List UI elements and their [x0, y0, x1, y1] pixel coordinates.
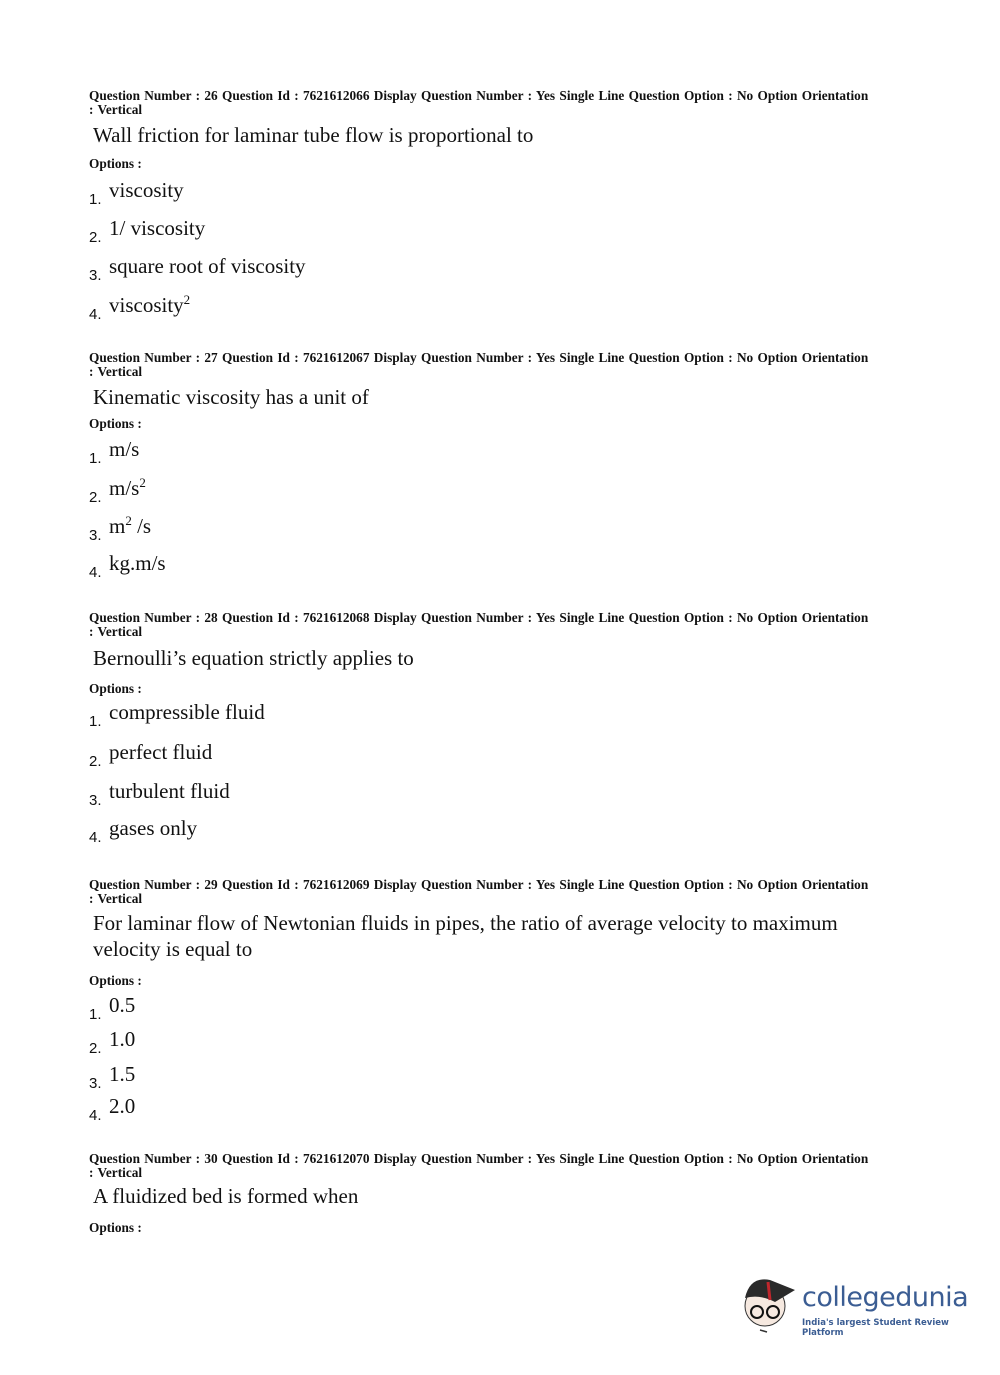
option-number: 1. — [89, 713, 102, 730]
option-number: 4. — [89, 829, 102, 846]
option-item — [89, 178, 184, 208]
options-label: Options : — [89, 156, 142, 171]
option-text: 1.0 — [109, 1027, 136, 1051]
option-text: m/s — [109, 437, 140, 461]
question-text: A fluidized bed is formed when — [93, 1184, 359, 1208]
option-number: 3. — [89, 1075, 102, 1092]
option-text: 1.5 — [109, 1062, 136, 1086]
option-number: 2. — [89, 489, 102, 506]
option-item — [89, 740, 213, 770]
option-item — [89, 254, 306, 284]
option-item — [89, 993, 136, 1023]
option-item — [89, 437, 140, 467]
option-number: 4. — [89, 564, 102, 581]
options-label: Options : — [89, 416, 142, 431]
option-number: 3. — [89, 792, 102, 809]
option-number: 2. — [89, 229, 102, 246]
option-number: 1. — [89, 1006, 102, 1023]
question-text: For laminar flow of Newtonian fluids in pipes, the ratio of average velocity to maximum velocity is equal to — [93, 911, 838, 961]
option-item — [89, 292, 191, 323]
option-number: 3. — [89, 527, 102, 544]
option-number: 4. — [89, 306, 102, 323]
option-number: 2. — [89, 753, 102, 770]
option-text: 2.0 — [109, 1094, 136, 1118]
option-number: 4. — [89, 1107, 102, 1124]
option-superscript: 2 — [139, 475, 146, 490]
question-header: Question Number : 28 Question Id : 7621612068 Display Question Number : Yes Single Line Question Option : No Option Orientation : Vertical — [89, 610, 869, 639]
option-item — [89, 1027, 136, 1057]
question-text: Bernoulli’s equation strictly applies to — [93, 646, 414, 670]
option-number: 3. — [89, 267, 102, 284]
option-text: viscosity — [109, 178, 184, 202]
option-text: viscosity — [109, 293, 184, 317]
option-item — [89, 513, 152, 544]
option-item — [89, 816, 198, 846]
logo-brand: collegedunia — [802, 1282, 969, 1313]
option-item — [89, 700, 265, 730]
logo-tagline: India's largest Student Review Platform — [802, 1318, 949, 1338]
question-header: Question Number : 26 Question Id : 7621612066 Display Question Number : Yes Single Line Question Option : No Option Orientation : Vertical — [89, 88, 869, 117]
option-item — [89, 551, 166, 581]
option-item — [89, 216, 206, 246]
option-text: compressible fluid — [109, 700, 265, 724]
option-text: turbulent fluid — [109, 779, 230, 803]
option-text: 0.5 — [109, 993, 136, 1017]
option-superscript: 2 — [183, 292, 191, 307]
options-label: Options : — [89, 681, 142, 696]
option-number: 2. — [89, 1040, 102, 1057]
option-text: square root of viscosity — [109, 254, 306, 278]
option-text: kg.m/s — [109, 551, 166, 575]
mascot-icon — [740, 1268, 800, 1343]
option-text-suffix: /s — [131, 514, 152, 538]
option-text: m — [109, 514, 126, 538]
question-text: Wall friction for laminar tube flow is proportional to — [93, 123, 534, 147]
question-header: Question Number : 27 Question Id : 7621612067 Display Question Number : Yes Single Line Question Option : No Option Orientation : Vertical — [89, 350, 869, 379]
option-text: gases only — [109, 816, 198, 840]
option-superscript: 2 — [125, 513, 132, 528]
option-text: perfect fluid — [109, 740, 213, 764]
options-label: Options : — [89, 1220, 142, 1235]
option-item — [89, 475, 146, 506]
option-text: m/s — [109, 476, 140, 500]
option-number: 1. — [89, 450, 102, 467]
option-item — [89, 1094, 136, 1124]
option-number: 1. — [89, 191, 102, 208]
question-header: Question Number : 29 Question Id : 7621612069 Display Question Number : Yes Single Line Question Option : No Option Orientation : Vertical — [89, 877, 869, 906]
options-label: Options : — [89, 973, 142, 988]
question-text: Kinematic viscosity has a unit of — [93, 385, 369, 409]
option-text: 1/ viscosity — [109, 216, 206, 240]
question-header: Question Number : 30 Question Id : 7621612070 Display Question Number : Yes Single Line Question Option : No Option Orientation : Vertical — [89, 1151, 869, 1180]
option-item — [89, 779, 230, 809]
collegedunia-logo — [740, 1268, 970, 1343]
option-item — [89, 1062, 136, 1092]
